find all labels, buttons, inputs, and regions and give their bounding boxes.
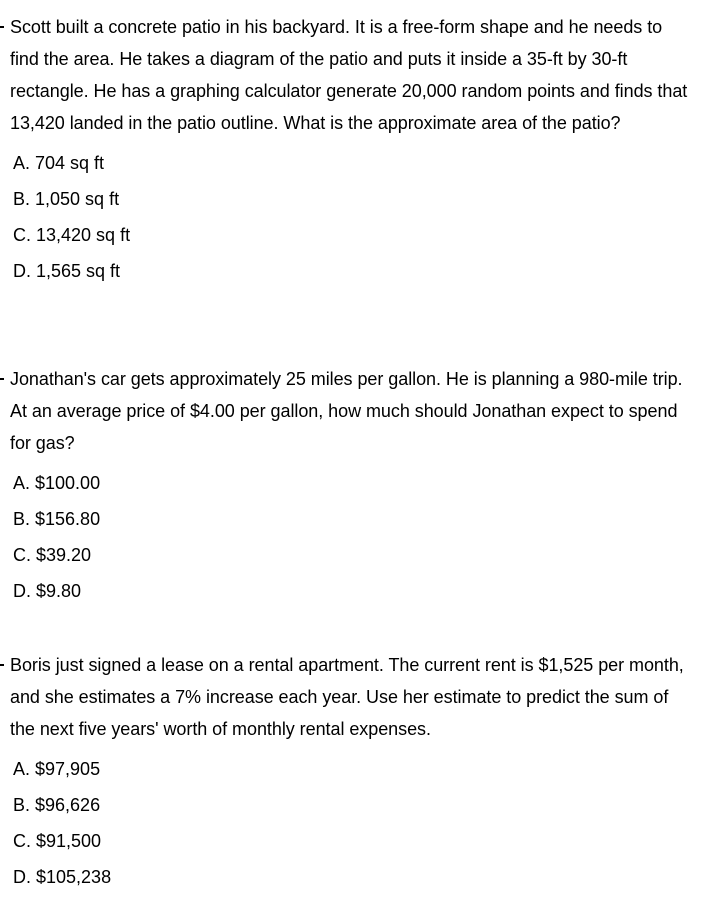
choice-b[interactable]: B. $96,626 <box>13 795 101 815</box>
choice-a[interactable]: A. $100.00 <box>13 473 101 493</box>
answer-choices <box>0 145 722 289</box>
choice-a[interactable]: A. $97,905 <box>13 759 101 779</box>
choice-b[interactable]: B. $156.80 <box>13 509 101 529</box>
question-marker <box>0 26 4 28</box>
choice-d[interactable]: D. 1,565 sq ft <box>13 261 121 281</box>
question-stem: Scott built a concrete patio in his backyard. It is a free-form shape and he needs to find the area. He takes a diagram of the patio and puts it inside a 35-ft by 30-ft rectangle. He has a graphing calculator generate 20,000 random points and finds that 13,420 landed in the patio outline. What is the approximate area of the patio? <box>10 17 688 133</box>
choice-d[interactable]: D. $9.80 <box>13 581 82 601</box>
answer-choices <box>0 751 722 895</box>
choice-d[interactable]: D. $105,238 <box>13 867 112 887</box>
choice-a[interactable]: A. 704 sq ft <box>13 153 105 173</box>
question-stem: Jonathan's car gets approximately 25 miles per gallon. He is planning a 980-mile trip. At an average price of $4.00 per gallon, how much should Jonathan expect to spend for gas? <box>10 369 683 453</box>
question-3 <box>0 649 722 895</box>
question-1 <box>0 11 722 289</box>
question-2 <box>0 363 722 609</box>
choice-c[interactable]: C. 13,420 sq ft <box>13 225 131 245</box>
choice-c[interactable]: C. $39.20 <box>13 545 92 565</box>
question-stem: Boris just signed a lease on a rental apartment. The current rent is $1,525 per month, and she estimates a 7% increase each year. Use her estimate to predict the sum of the next five years' worth of monthly rental expenses. <box>10 655 684 739</box>
choice-c[interactable]: C. $91,500 <box>13 831 102 851</box>
choice-b[interactable]: B. 1,050 sq ft <box>13 189 120 209</box>
question-marker <box>0 378 4 380</box>
answer-choices <box>0 465 722 609</box>
question-marker <box>0 664 4 666</box>
